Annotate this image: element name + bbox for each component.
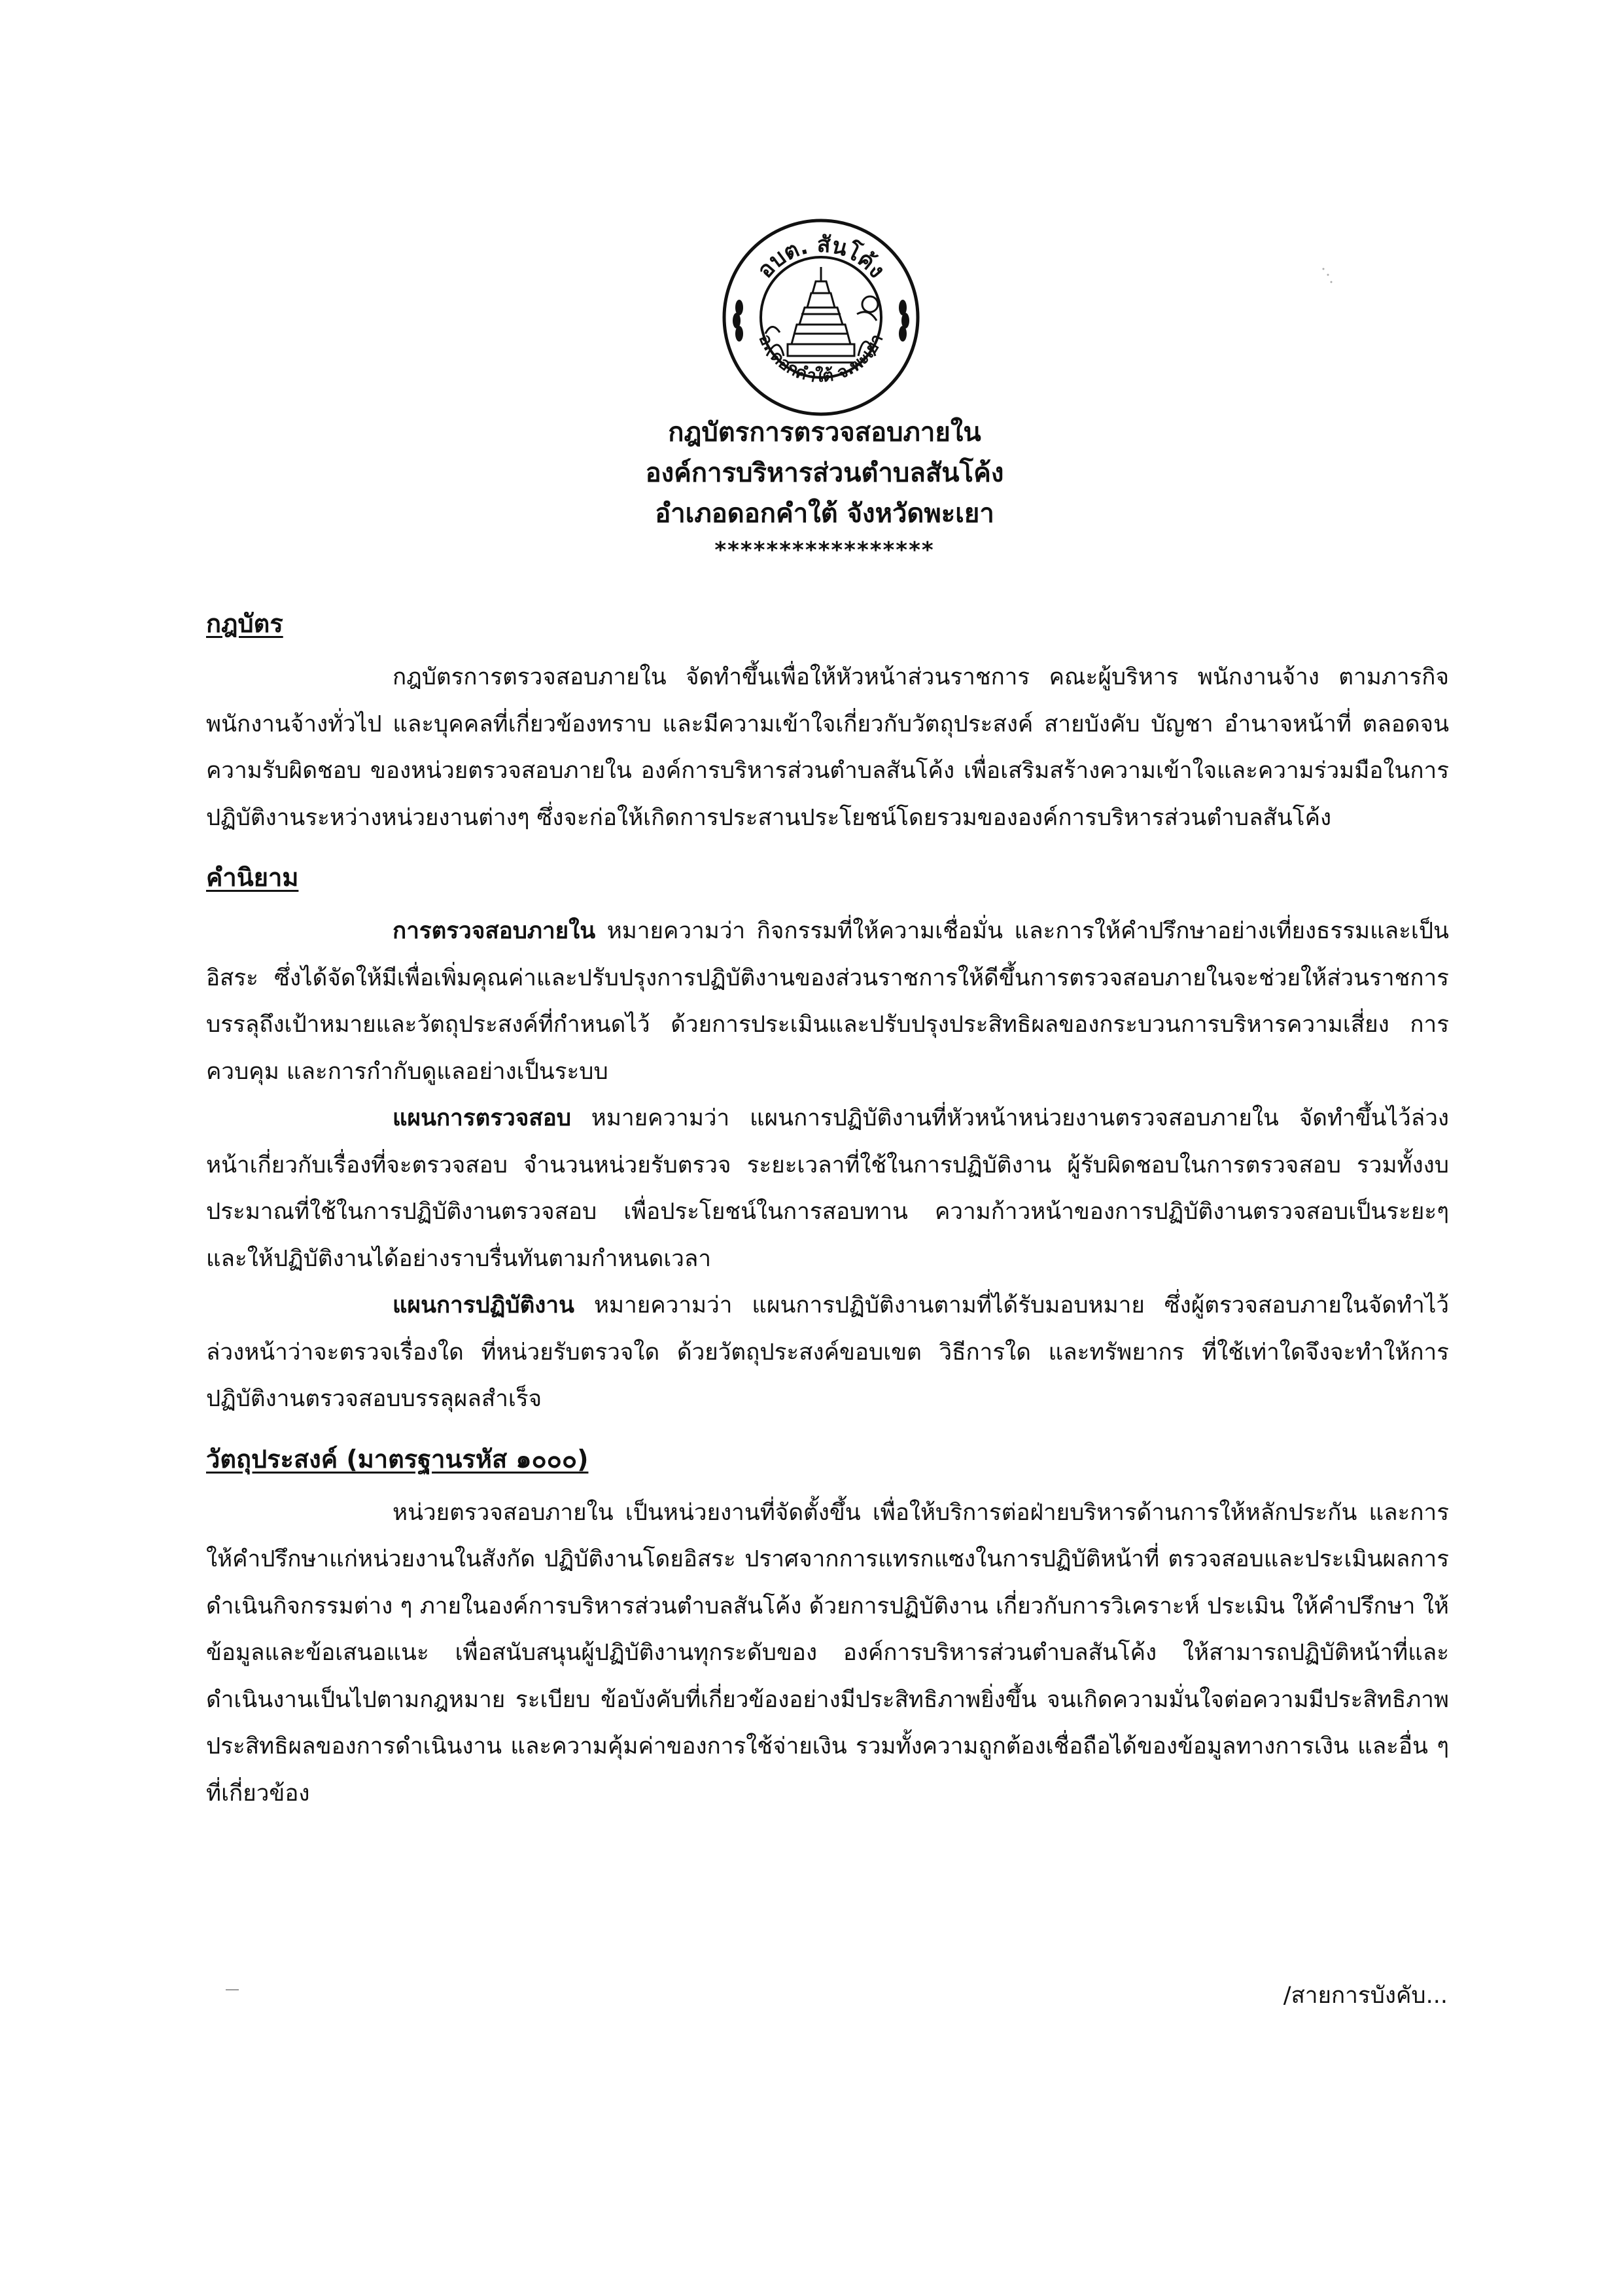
district-province: อำเภอดอกคำใต้ จังหวัดพะเยา: [655, 499, 994, 529]
definition-text: หมายความว่า แผนการปฏิบัติงานตามที่ได้รับมอบหมาย ซึ่งผู้ตรวจสอบภายในจัดทำไว้ล่วงหน้าว่าจะตรวจเรื่องใด ที่หน่วยรับตรวจใด ด้วยวัตถุประสงค์ขอบเขต วิธีการใด และทรัพยากร ที่ใช้เท่าใดจึงจะทำให้การปฏิบัติงานตรวจสอบบรรลุผลสำเร็จ: [206, 1292, 1449, 1412]
document-body: [206, 602, 1449, 1831]
separator-stars: *****************: [714, 537, 935, 563]
section-heading-definitions: คำนิยาม: [206, 863, 299, 892]
section-heading-objective: วัตถุประสงค์ (มาตรฐานรหัส ๑๐๐๐): [206, 1444, 589, 1474]
scan-dash-mark: [226, 1989, 239, 1990]
seal-top-text: อบต. สันโค้ง: [752, 231, 890, 283]
definition-term: แผนการตรวจสอบ: [393, 1105, 571, 1131]
scan-speck-mark: [1318, 265, 1338, 291]
organization-seal: [720, 216, 922, 419]
definition-term: แผนการปฏิบัติงาน: [393, 1292, 574, 1318]
definition-term: การตรวจสอบภายใน: [393, 918, 596, 944]
objective-paragraph: หน่วยตรวจสอบภายใน เป็นหน่วยงานที่จัดตั้งขึ้น เพื่อให้บริการต่อฝ่ายบริหารด้านการให้หลักประกัน และการให้คำปรึกษาแก่หน่วยงานในสังกัด ปฏิบัติงานโดยอิสระ ปราศจากการแทรกแซงในการปฏิบัติหน้าที่ ตรวจสอบและประเมินผลการดำเนินกิจกรรมต่าง ๆ ภายในองค์การบริหารส่วนตำบลสันโค้ง ด้วยการปฏิบัติงาน เกี่ยวกับการวิเคราะห์ ประเมิน ให้คำปรึกษา ให้ข้อมูลและข้อเสนอแนะ เพื่อสนับสนุนผู้ปฏิบัติงานทุกระดับของ องค์การบริหารส่วนตำบลสันโค้ง ให้สามารถปฏิบัติหน้าที่และดำเนินงานเป็นไปตามกฎหมาย ระเบียบ ข้อบังคับที่เกี่ยวข้องอย่างมีประสิทธิภาพยิ่งขึ้น จนเกิดความมั่นใจต่อความมีประสิทธิภาพ ประสิทธิผลของการดำเนินงาน และความคุ้มค่าของการใช้จ่ายเงิน รวมทั้งความถูกต้องเชื่อถือได้ของข้อมูลทางการเงิน และอื่น ๆ ที่เกี่ยวข้อง: [206, 1499, 1449, 1807]
laurel-right-icon: [899, 300, 909, 342]
document-title: กฎบัตรการตรวจสอบภายใน: [668, 417, 981, 448]
seal-bottom-text: อ. ดอกคำใต้ จ.พะเยา: [754, 331, 888, 387]
definition-internal-audit: [206, 908, 1449, 1095]
stupa-icon: [765, 267, 878, 362]
organization-name: องค์การบริหารส่วนตำบลสันโค้ง: [645, 458, 1004, 488]
definition-text: หมายความว่า กิจกรรมที่ให้ความเชื่อมั่น และการให้คำปรึกษาอย่างเที่ยงธรรมและเป็นอิสระ ซึ่งได้จัดให้มีเพื่อเพิ่มคุณค่าและปรับปรุงการปฏิบัติงานของส่วนราชการให้ดีขึ้นการตรวจสอบภายในจะช่วยให้ส่วนราชการบรรลุถึงเป้าหมายและวัตถุประสงค์ที่กำหนดไว้ ด้วยการประเมินและปรับปรุงประสิทธิผลของกระบวนการบริหารความเสี่ยง การควบคุม และการกำกับดูแลอย่างเป็นระบบ: [206, 918, 1449, 1085]
definition-work-plan: [206, 1282, 1449, 1423]
section-heading-charter: กฎบัตร: [206, 609, 283, 638]
document-header: [0, 412, 1623, 567]
svg-text:อ. ดอกคำใต้ จ.พะเยา: [755, 331, 888, 386]
laurel-left-icon: [733, 300, 743, 342]
definition-audit-plan: [206, 1095, 1449, 1282]
definition-text: หมายความว่า แผนการปฏิบัติงานที่หัวหน้าหน่วยงานตรวจสอบภายใน จัดทำขึ้นไว้ล่วงหน้าเกี่ยวกับเรื่องที่จะตรวจสอบ จำนวนหน่วยรับตรวจ ระยะเวลาที่ใช้ในการปฏิบัติงาน ผู้รับผิดชอบในการตรวจสอบ รวมทั้งงบประมาณที่ใช้ในการปฏิบัติงานตรวจสอบ เพื่อประโยชน์ในการสอบทาน ความก้าวหน้าของการปฏิบัติงานตรวจสอบเป็นระยะๆ และให้ปฏิบัติงานได้อย่างราบรื่นทันตามกำหนดเวลา: [206, 1105, 1449, 1272]
continuation-marker: /สายการบังคับ...: [1283, 1983, 1448, 2009]
charter-paragraph: กฎบัตรการตรวจสอบภายใน จัดทำขึ้นเพื่อให้หัวหน้าส่วนราชการ คณะผู้บริหาร พนักงานจ้าง ตามภารกิจ พนักงานจ้างทั่วไป และบุคคลที่เกี่ยวข้องทราบ และมีความเข้าใจเกี่ยวกับวัตถุประสงค์ สายบังคับ บัญชา อำนาจหน้าที่ ตลอดจนความรับผิดชอบ ของหน่วยตรวจสอบภายใน องค์การบริหารส่วนตำบลสันโค้ง เพื่อเสริมสร้างความเข้าใจและความร่วมมือในการปฏิบัติงานระหว่างหน่วยงานต่างๆ ซึ่งจะก่อให้เกิดการประสานประโยชน์โดยรวมขององค์การบริหารส่วนตำบลสันโค้ง: [206, 664, 1449, 831]
